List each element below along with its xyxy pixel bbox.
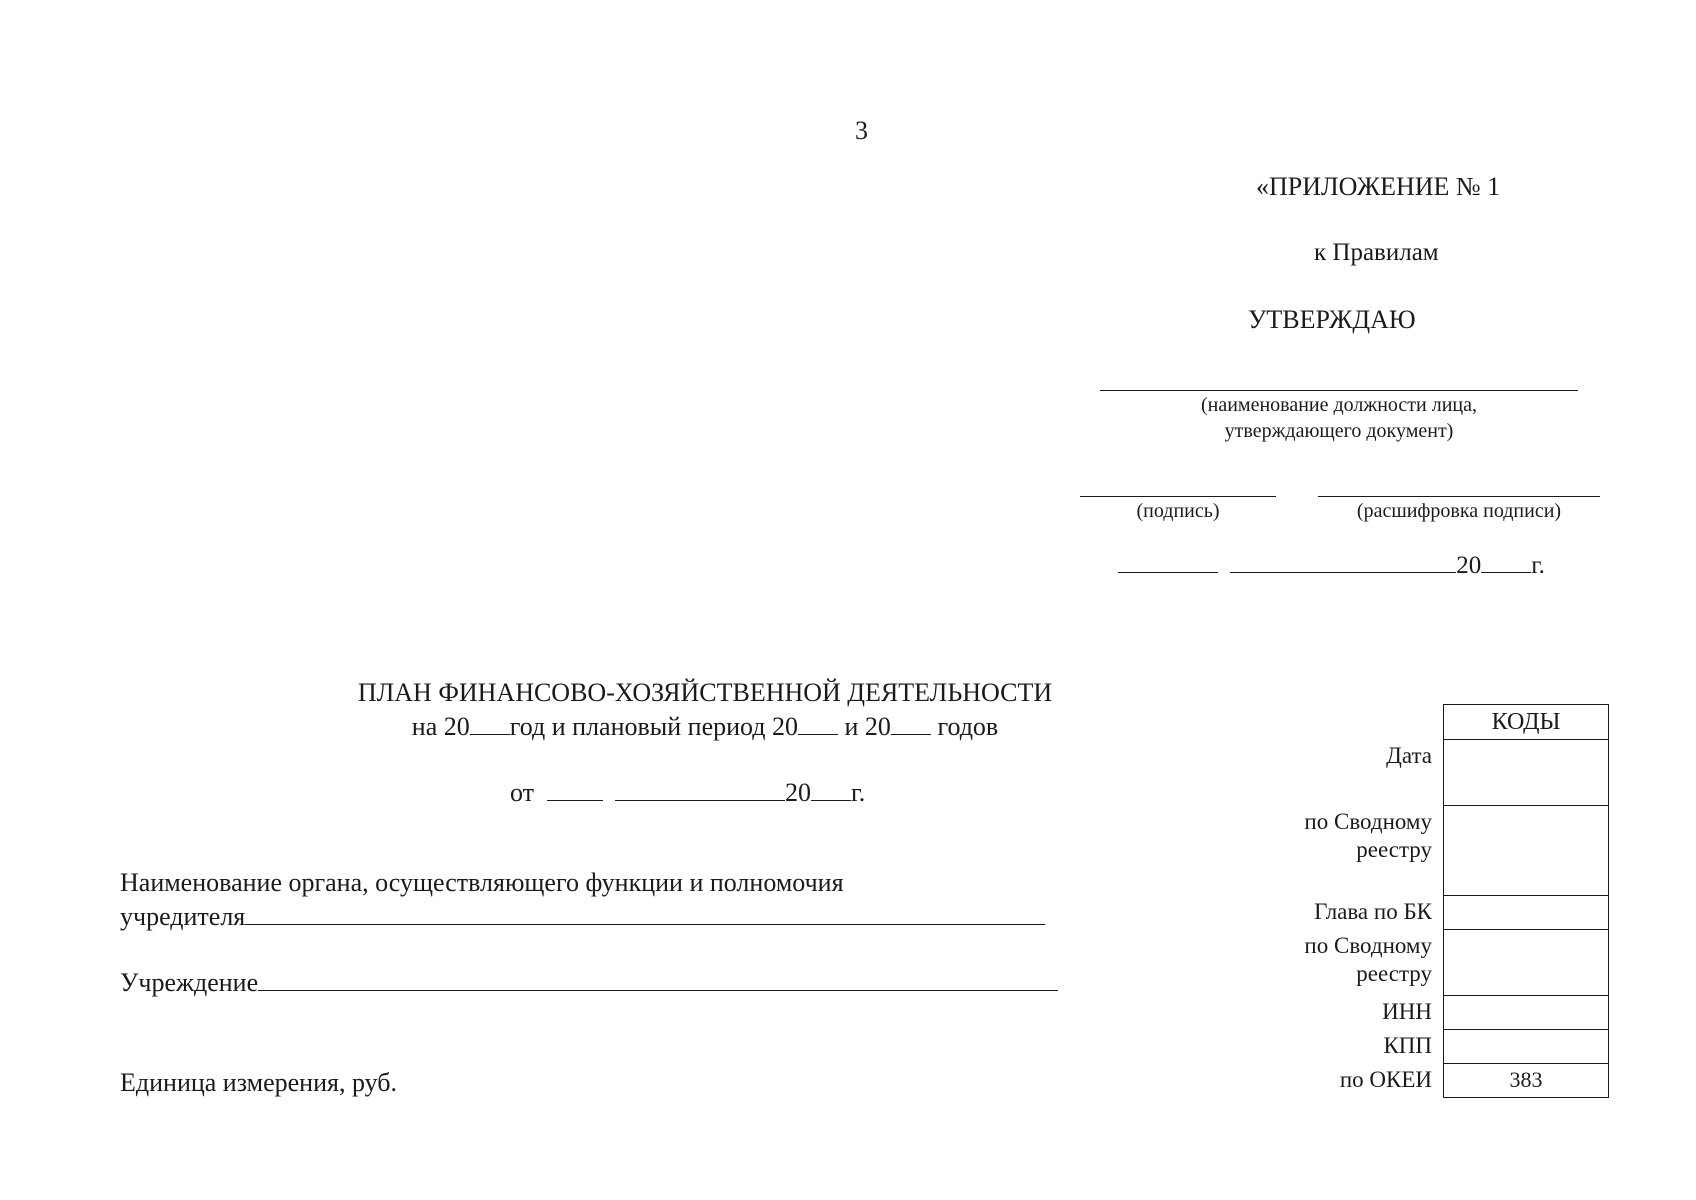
plan-day-blank[interactable] <box>547 799 603 801</box>
period-and: и 20 <box>844 712 891 741</box>
appendix-heading: «ПРИЛОЖЕНИЕ № 1 <box>1256 172 1501 201</box>
unit-label: Единица измерения, руб. <box>120 1068 397 1097</box>
period-middle: год и плановый период 20 <box>509 712 799 741</box>
period-suffix: годов <box>937 712 999 741</box>
founder-label-line2: учредителя <box>120 902 246 931</box>
approval-day-blank[interactable] <box>1118 571 1218 573</box>
position-caption-1: (наименование должности лица, <box>1200 394 1477 416</box>
code-okei[interactable]: 383 <box>1444 1063 1608 1097</box>
plan-year-blank[interactable] <box>811 799 851 801</box>
code-date[interactable] <box>1444 739 1608 805</box>
approval-date <box>1118 552 1545 580</box>
label-registry-2a: по Сводному <box>1304 933 1432 958</box>
founder-label-line1: Наименование органа, осуществляющего функции и полномочия <box>120 868 844 897</box>
page-number: 3 <box>855 116 868 145</box>
signature-line[interactable] <box>1080 496 1276 497</box>
codes-table <box>1443 704 1609 1098</box>
approve-heading: УТВЕРЖДАЮ <box>1248 305 1416 334</box>
plan-month-blank[interactable] <box>615 799 785 801</box>
plan-date <box>510 778 865 808</box>
approval-year-blank[interactable] <box>1481 571 1531 573</box>
code-budget-chapter[interactable] <box>1444 895 1608 929</box>
institution-field <box>120 968 1058 998</box>
founder-field <box>120 902 1045 932</box>
label-registry-1b: реестру <box>1356 837 1432 862</box>
codes-header: КОДЫ <box>1491 709 1561 735</box>
year-blank-3[interactable] <box>891 733 931 735</box>
position-line[interactable] <box>1100 390 1578 391</box>
plan-title: ПЛАН ФИНАНСОВО-ХОЗЯЙСТВЕННОЙ ДЕЯТЕЛЬНОСТИ <box>357 678 1053 707</box>
founder-input[interactable] <box>245 923 1045 925</box>
label-budget-chapter: Глава по БК <box>1314 899 1432 924</box>
signature-decoding-line[interactable] <box>1318 496 1600 497</box>
label-registry-2b: реестру <box>1356 961 1432 986</box>
code-inn[interactable] <box>1444 995 1608 1029</box>
label-kpp: КПП <box>1383 1033 1432 1058</box>
plan-year-suffix: г. <box>851 778 866 807</box>
year-blank-2[interactable] <box>798 733 838 735</box>
approval-month-blank[interactable] <box>1230 571 1456 573</box>
approval-year-prefix: 20 <box>1456 552 1482 579</box>
to-rules-text: к Правилам <box>1314 239 1439 266</box>
signature-decoding-caption: (расшифровка подписи) <box>1356 500 1562 522</box>
date-from-label: от <box>510 778 535 807</box>
institution-label: Учреждение <box>120 968 259 997</box>
label-date: Дата <box>1386 743 1432 768</box>
code-registry-2[interactable] <box>1444 929 1608 995</box>
period-prefix: на 20 <box>411 712 470 741</box>
code-registry-1[interactable] <box>1444 805 1608 895</box>
institution-input[interactable] <box>258 989 1058 991</box>
plan-year-prefix: 20 <box>785 778 812 807</box>
code-kpp[interactable] <box>1444 1029 1608 1063</box>
position-caption-2: утверждающего документ) <box>1224 420 1454 442</box>
year-blank-1[interactable] <box>470 733 510 735</box>
approval-year-suffix: г. <box>1531 552 1545 579</box>
label-inn: ИНН <box>1382 999 1432 1024</box>
label-registry-1a: по Сводному <box>1304 809 1432 834</box>
plan-period <box>300 712 1110 742</box>
label-okei: по ОКЕИ <box>1339 1067 1432 1092</box>
signature-caption: (подпись) <box>1136 500 1220 522</box>
